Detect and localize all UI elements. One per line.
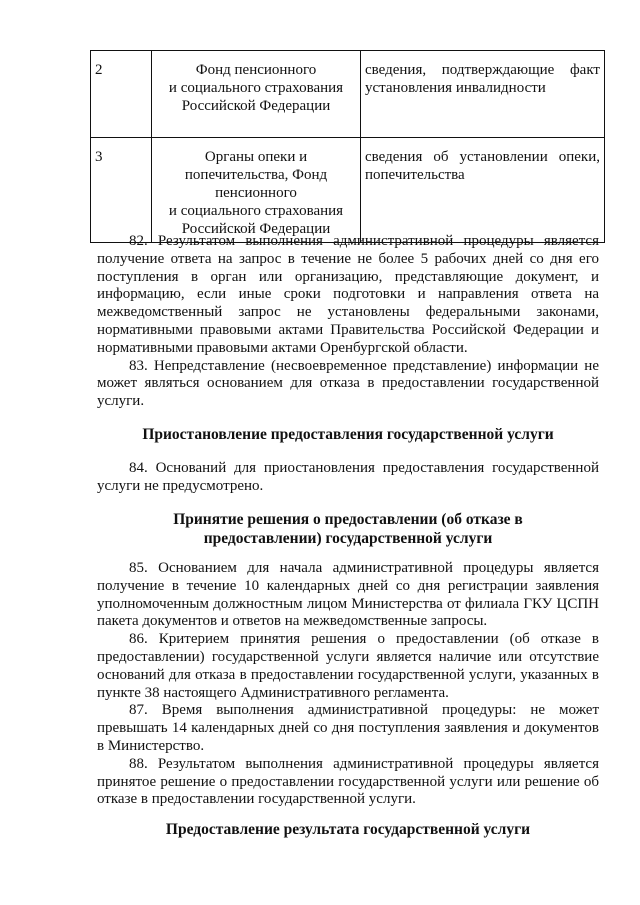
section-interagency-result — [97, 233, 599, 411]
section-suspension — [97, 460, 599, 496]
heading-suspension: Приостановление предоставления государственной услуги — [142, 426, 554, 443]
table-row — [91, 51, 605, 138]
heading-result-delivery: Предоставление результата государственной услуги — [165, 821, 531, 838]
requested-information: сведения об установлении опеки, попечительства — [361, 138, 605, 243]
row-number: 2 — [91, 51, 152, 138]
organization-name — [152, 51, 361, 138]
paragraph-84: 84. Оснований для приостановления предоставления государственной услуги не предусмотрено. — [97, 460, 599, 494]
organization-name-text: Органы опеки и попечительства, Фонд пенсионного и социального страхования Российской Федерации — [168, 149, 344, 237]
organization-name — [152, 138, 361, 243]
heading-decision: Принятие решения о предоставлении (об отказе в предоставлении) государственной услуги — [173, 511, 523, 547]
paragraph-83: 83. Непредставление (несвоевременное представление) информации не может являться основанием для отказа в предоставлении государственной услуги. — [97, 357, 599, 410]
requested-information: сведения, подтверждающие факт установления инвалидности — [361, 51, 605, 138]
paragraph-82: 82. Результатом выполнения административной процедуры является получение ответа на запрос в течение не более 5 рабочих дней со дня его поступления в орган или организацию, представляющие документ, и информацию, если иные сроки подготовки и направления ответа на межведомственный запрос не установлены федеральными законами, нормативными правовыми актами Правительства Российской Федерации и нормативными правовыми актами Оренбургской области. — [97, 233, 599, 356]
interagency-request-table — [90, 50, 605, 243]
organization-name-text: Фонд пенсионного и социального страхования Российской Федерации — [168, 62, 344, 114]
paragraph-87: 87. Время выполнения административной процедуры: не может превышать 14 календарных дней со дня поступления заявления и документов в Министерство. — [97, 702, 599, 754]
paragraph-88: 88. Результатом выполнения административной процедуры является принятое решение о предоставлении государственной услуги или решение об отказе в предоставлении государственной услуги. — [97, 755, 599, 808]
row-number: 3 — [91, 138, 152, 243]
paragraph-85: 85. Основанием для начала административной процедуры является получение в течение 10 календарных дней со дня регистрации заявления уполномоченным должностным лицом Министерства от филиала ГКУ ЦСПН пакета документов и ответов на межведомственные запросы. — [97, 560, 599, 630]
section-decision — [97, 560, 599, 809]
paragraph-86: 86. Критерием принятия решения о предоставлении (об отказе в предоставлении) государственной услуги является наличие или отсутствие оснований для отказа в предоставлении государственной услуги, указанных в пункте 38 настоящего Административного регламента. — [97, 631, 599, 701]
table-row — [91, 138, 605, 243]
